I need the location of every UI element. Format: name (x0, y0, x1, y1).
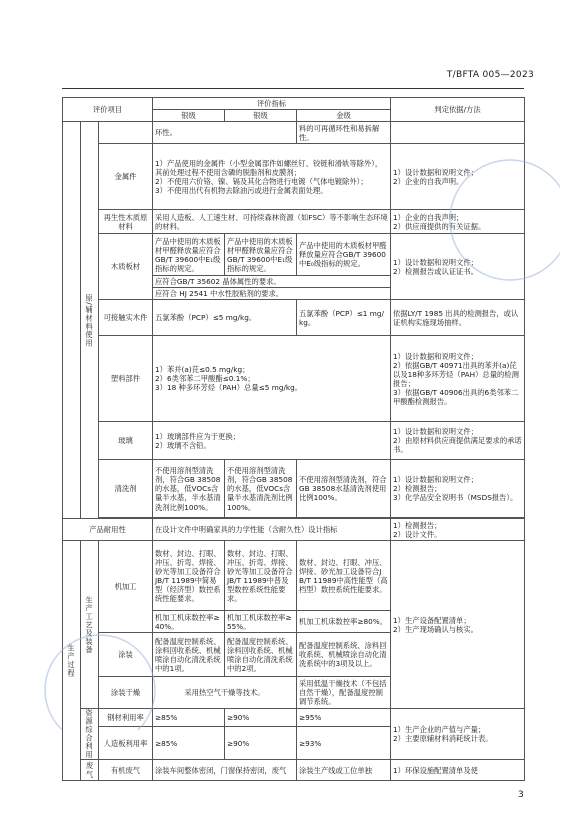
row-label-board: 人造板利用率 (99, 727, 153, 760)
header-basis: 判定依据/方法 (391, 98, 525, 122)
board-value-2: ≥90% (225, 727, 297, 760)
criteria-cleaner-1: 不使用溶剂型清洗剂，符合GB 38508的水基，低VOCs含量半水基，半水基清洗剂比例100%。 (153, 460, 225, 518)
criteria-metal: 1）产品使用的金属件（小型金属部件如螺丝钉、铰链和滑轨等除外），其前处理过程不使用含磷的脱脂剂和皮膜剂； 2）不使用六价铬、镍、镉及其化合物进行电镀（气体电镀除外）； 3）不使用出代有机物去除油污或进行金属表面处理。 (153, 144, 391, 210)
basis-organic: 1）环保设施配置清单及使 (391, 760, 525, 781)
criteria-glass: 1）玻璃部件应为于更换； 2）玻璃不含铅。 (153, 422, 391, 460)
group-resources: 资源综合利用 (81, 709, 99, 760)
criteria-solidwood-gold: 五氯苯酚（PCP）≤1 mg/kg。 (297, 300, 391, 336)
basis-cell (391, 122, 525, 144)
criteria-drying-gold: 采用低温干燥技术（不包括自然干燥），配备温度控制调节系统。 (297, 677, 391, 709)
blank-cell (63, 122, 81, 519)
row-label-glass: 玻璃 (99, 422, 153, 460)
criteria-silver: 环性。 (153, 122, 297, 144)
criteria-coating-material: 应符合GB/T 35602 晶体属性的要求。 (153, 276, 391, 288)
group-process-sub: 生产工艺及装备 (81, 541, 99, 709)
steel-value-2: ≥90% (225, 709, 297, 727)
criteria-coating-1: 配备温度控制系统、涂料回收系统、机械喷涂自动化清洗系统中的1项。 (153, 633, 225, 677)
basis-wood-board: 1）设计数据和说明文件； 2）检测报告或认证证书。 (391, 234, 525, 300)
level-silver: 银级 (153, 110, 225, 122)
criteria-adhesive: 应符合 HJ 2541 中水性胶粘剂的要求。 (153, 288, 391, 300)
basis-metal: 1）设计数据和说明文件； 2）企业的自我声明。 (391, 144, 525, 210)
criteria-coating-3: 配备温度控制系统、涂料回收系统、机械喷涂自动化清洗系统中的3项及以上。 (297, 633, 391, 677)
row-label (99, 122, 153, 144)
header-rule (62, 88, 524, 89)
criteria-solidwood-silver: 五氯苯酚（PCP）≤5 mg/kg。 (153, 300, 297, 336)
group-process: 生产过程 (63, 541, 81, 781)
criteria-cleaner-3: 不使用溶剂型清洗剂，符合GB 38508水基清洗剂使用比例100%。 (297, 460, 391, 518)
row-label-organic: 有机废气 (99, 760, 153, 781)
basis-glass: 1）设计数据和说明文件； 2）由原材料供应商提供满足要求的承诺书。 (391, 422, 525, 460)
board-value-1: ≥85% (153, 727, 225, 760)
row-label-coating: 涂装 (99, 633, 153, 677)
criteria-wood-board-2: 产品中使用的木质板材甲醛释放量应符合GB/T 39600中E₁级指标的规定。 (225, 234, 297, 276)
row-label-machining: 机加工 (99, 541, 153, 633)
row-label-plastic: 塑料部件 (99, 336, 153, 422)
level-gold: 金级 (297, 110, 391, 122)
header-item: 评价项目 (63, 98, 153, 122)
criteria-wood-renewable: 采用人造板、人工速生材、可持续森林资源（如FSC）等不影响生态环境的材料。 (153, 210, 391, 234)
row-label-solidwood: 可接触实木件 (99, 300, 153, 336)
basis-durability: 1）检测报告； 2）设计文件。 (391, 519, 525, 541)
criteria-coating-2: 配备温度控制系统、涂料回收系统、机械喷涂自动化清洗系统中的2项。 (225, 633, 297, 677)
criteria-durability: 在设计文件中明确家具的力学性能（含耐久性）设计指标 (153, 519, 391, 541)
rate-machining-3: 机加工机床数控率≥80%。 (297, 611, 391, 633)
steel-value-1: ≥85% (153, 709, 225, 727)
criteria-plastic: 1）苯并(a)芘≤0.5 mg/kg； 2）6类邻苯二甲酸酯≤0.1%； 3）18 种多环芳烃（PAH）总量≤5 mg/kg。 (153, 336, 391, 422)
evaluation-table (62, 97, 525, 781)
basis-resources: 1）生产企业的产值与产量； 2）主要原辅材料消耗统计表。 (391, 709, 525, 760)
board-value-3: ≥93% (297, 727, 391, 760)
basis-solidwood: 依据LY/T 1985 出具的检测报告，或认证机构实施现场抽样。 (391, 300, 525, 336)
row-label-steel: 钢材利用率 (99, 709, 153, 727)
criteria-organic-gold: 涂装生产线或工位单独 (297, 760, 391, 781)
row-label-drying: 涂装干燥 (99, 677, 153, 709)
document-code: T/BFTA 005—2023 (446, 70, 534, 80)
row-label-wood-renewable: 再生性木质原材料 (99, 210, 153, 234)
basis-plastic: 1）设计数据和说明文件； 2）依据GB/T 40971出具的苯并(a)芘以及18种多环芳烃（PAH）总量的检测报告； 3）依据GB/T 40906出具的6类邻苯二甲酸酯检测报告。 (391, 336, 525, 422)
steel-value-3: ≥95% (297, 709, 391, 727)
group-materials: 原/辅材料使用 (81, 122, 99, 519)
criteria-organic-silver: 涂装车间整体密闭，门窗保持密闭，废气 (153, 760, 297, 781)
header-criteria: 评价指标 (153, 98, 391, 110)
criteria-wood-board-3: 产品中使用的木质板材甲醛释放量应符合GB/T 39600中E₀级指标的规定。 (297, 234, 391, 276)
criteria-gold: 料的可再循环性和易拆解性。 (297, 122, 391, 144)
row-label-durability: 产品耐用性 (63, 519, 153, 541)
row-label-cleaner: 清洗剂 (99, 460, 153, 518)
criteria-drying-silver: 采用热空气干燥等技术。 (153, 677, 297, 709)
group-waste: 废气 (81, 760, 99, 781)
criteria-cleaner-2: 不使用溶剂型清洗剂，符合GB 38508的水基，低VOCs含量半水基清洗剂比例100%。 (225, 460, 297, 518)
rate-machining-2: 机加工机床数控率≥55%。 (225, 611, 297, 633)
row-label-wood-board: 木质板材 (99, 234, 153, 300)
criteria-machining-1: 数材、封边、打眼、冲压、折弯、焊接、砂光等加工设备符合JB/T 11989中简易型（经济型）数控系统性能要求。 (153, 541, 225, 611)
row-label-metal: 金属件 (99, 144, 153, 210)
criteria-machining-3: 数材、封边、打眼、冲压、焊接、砂光加工设备符合JB/T 11989中高性能型（高档型）数控系统性能要求。 (297, 541, 391, 611)
level-silver: 银级 (225, 110, 297, 122)
rate-machining-1: 机加工机床数控率≥40%。 (153, 611, 225, 633)
basis-cleaner: 1）设计数据和说明文件； 2）检测报告； 3）化学品安全说明书（MSDS报告）。 (391, 460, 525, 518)
criteria-wood-board-1: 产品中使用的木质板材甲醛释放量应符合GB/T 39600中E₁级指标的规定。 (153, 234, 225, 276)
criteria-machining-2: 数材、封边、打眼、冲压、折弯、焊接、砂光等加工设备符合JB/T 11989中普及型数控系统性能要求。 (225, 541, 297, 611)
basis-wood-renewable: 1）企业的自我声明； 2）供应商提供的有关证据。 (391, 210, 525, 234)
basis-process: 1）生产设备配置清单； 2）生产现场确认与核实。 (391, 541, 525, 709)
page-number: 3 (518, 790, 524, 800)
